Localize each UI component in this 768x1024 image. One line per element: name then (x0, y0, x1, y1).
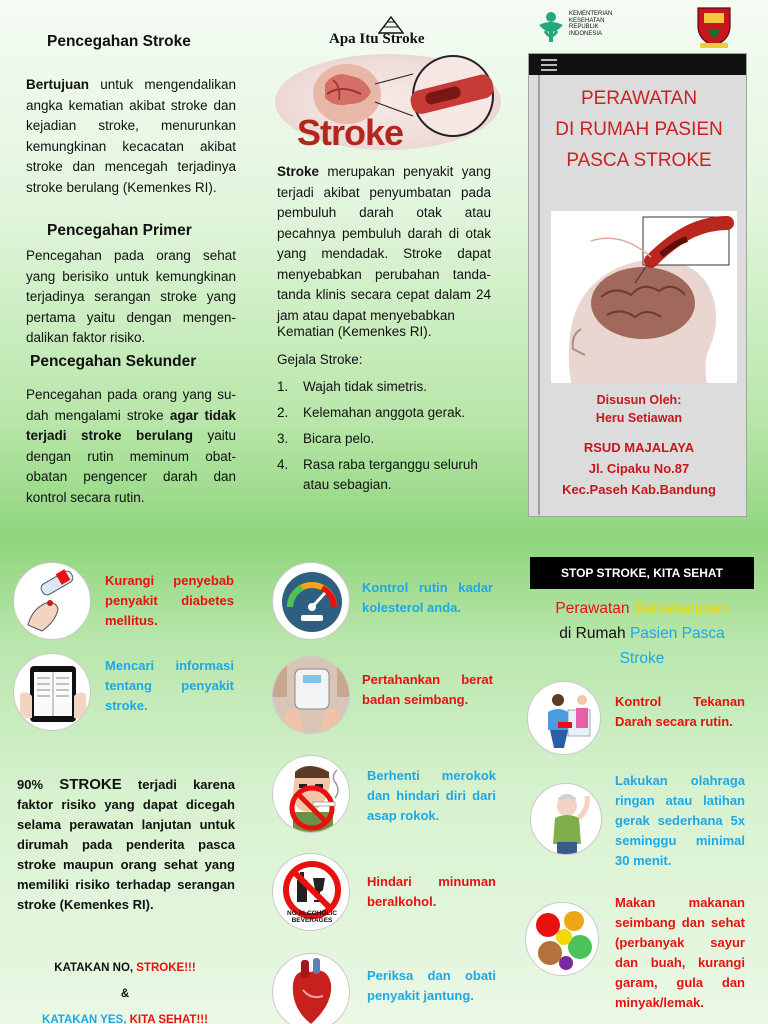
mid-item-text: Pertahankan berat badan seimbang. (362, 672, 493, 707)
brain-illustration (551, 211, 737, 383)
slogan-text: STROKE!!! (136, 962, 196, 974)
author-name: Heru Setiawan (595, 411, 683, 425)
prevention-lead: Bertujuan (26, 77, 90, 92)
secondary-text-b: yaitu dengan rutin meminum obat-obatan pengencer darah dan kontrol secara rutin. (26, 428, 236, 505)
prevention-paragraph (26, 75, 236, 198)
no-alcohol-badge: NO ALCOHOLIC BEVERAGES (287, 910, 337, 924)
scale-icon (272, 656, 350, 734)
ministry-line: INDONESIA (569, 30, 603, 37)
symptom-number: 4. (277, 457, 289, 472)
primary-paragraph: Pencegahan pada orang sehat yang berisiko untuk kemungkinan terjadinya serangan stroke yang pertama yaitu dengan mengen-dalikan faktor risiko. (26, 248, 236, 345)
right-item-text: Lakukan olahraga ringan atau latihan gerak sederhana 5x seminggu minimal 30 menit. (615, 773, 745, 868)
menu-icon (541, 58, 557, 77)
hospital-name: RSUD MAJALAYA (583, 440, 695, 455)
food-icon (525, 902, 599, 976)
ministry-logo-icon (535, 5, 567, 50)
blood-pressure-icon (527, 681, 601, 755)
stat-part: terjadi karena faktor risiko yang dapat dicegah selama perawatan lanjutan untuk dirumah pada penderita pasca stroke maupun orang sehat yang memiliki risiko terhadap serangan stroke (Kemenkes RI). (17, 777, 235, 912)
heading-secondary: Pencegahan Sekunder (30, 353, 197, 370)
slogan-no (20, 955, 230, 981)
no-alcohol-icon (272, 853, 350, 931)
tagline-line (531, 646, 753, 671)
tagline-part: Stroke (619, 650, 665, 667)
exercise-icon (530, 783, 602, 855)
tagline-part: Berkelanjutan (633, 600, 729, 617)
symptom-number: 1. (277, 379, 289, 394)
definition-text: merupakan penyakit yang terjadi akibat penyumbatan pada pembuluh darah otak atau pecahnya pembuluh darah di otak yang mendadak. Stroke dapat menyebabkan perubahan tanda-tanda klinis secara cepat dalam 24 jam atau dapat menyebabkan (277, 164, 491, 323)
insulin-pen-icon (13, 562, 91, 640)
slogan-yes (20, 1007, 230, 1024)
symptom-item (277, 403, 491, 423)
mid-item-text: Periksa dan obati penyakit jantung. (367, 968, 496, 1003)
symptom-text: Kelemahan anggota gerak. (303, 405, 466, 420)
stat-part: 90% (17, 777, 60, 792)
hospital-address-1: Jl. Cipaku No.87 (588, 461, 690, 476)
cover-top-bar (529, 54, 746, 75)
cover-title-line: DI RUMAH PASIEN (555, 119, 723, 140)
ministry-text (569, 11, 612, 37)
cover-panel (528, 53, 747, 517)
stroke-hero-word: Stroke (297, 112, 404, 153)
right-item-text: Makan makanan seimbang dan sehat (perbanyak sayur dan buah, kurangi garam, gula dan minyak/lemak. (615, 895, 745, 1010)
definition-paragraph (277, 162, 491, 326)
symptoms-heading: Gejala Stroke: (277, 352, 363, 367)
ministry-line: KEMENTERIAN (569, 11, 613, 17)
mid-item-text: Kontrol rutin kadar kolesterol anda. (362, 580, 493, 615)
slogan-block (20, 955, 230, 1024)
ministry-line: KESEHATAN (569, 17, 605, 24)
heading-primary: Pencegahan Primer (47, 222, 192, 239)
mid-item-text: Hindari minuman beralkohol. (367, 874, 496, 909)
no-smoking-icon (272, 755, 350, 833)
tagline-line (531, 596, 753, 621)
tagline-line (531, 621, 753, 646)
slogan-text: KATAKAN YES, (42, 1014, 130, 1024)
symptom-item (277, 377, 491, 397)
heading-what-is-stroke: Apa Itu Stroke (329, 31, 425, 47)
left-item-text: Kurangi penyebab penyakit diabetes mellitus. (105, 573, 234, 628)
tagline-part: Perawatan (555, 600, 634, 617)
cover-title (537, 83, 741, 176)
slogan-amp: & (120, 988, 130, 1000)
symptom-text: Bicara pelo. (303, 431, 375, 446)
tagline (531, 596, 753, 671)
symptoms-list (277, 377, 491, 501)
slogan-text: KATAKAN NO, (54, 962, 137, 974)
left-item-text: Mencari informasi tentang penyakit stroke. (105, 658, 234, 713)
hospital-address-2: Kec.Paseh Kab.Bandung (562, 482, 716, 497)
symptom-item (277, 455, 491, 495)
compiled-label: Disusun Oleh: (596, 393, 682, 407)
statistic-paragraph (17, 775, 235, 915)
right-item-text: Kontrol Tekanan Darah secara rutin. (615, 694, 745, 729)
stop-stroke-banner: STOP STROKE, KITA SEHAT (530, 557, 754, 589)
secondary-bold: agar tidak terjadi stroke berulang (26, 407, 236, 443)
stroke-hero-image (275, 54, 501, 153)
heading-prevention: Pencegahan Stroke (47, 33, 191, 50)
definition-lead: Stroke (277, 164, 320, 179)
tagline-part: Pasien Pasca (629, 625, 725, 642)
symptom-number: 2. (277, 405, 289, 420)
stat-stroke-word: STROKE (59, 776, 122, 793)
prevention-text: untuk mengendalikan angka kematian akibat stroke dan kejadian stroke, menurunkan kemungkinan kecacatan akibat stroke dan mencegah terjadinya stroke berulang (Kemenkes RI). (26, 77, 236, 195)
definition-tail: Kematian (Kemenkes RI). (277, 324, 432, 339)
regency-crest-icon (694, 5, 734, 54)
tagline-part: di Rumah (559, 625, 630, 642)
symptom-item (277, 429, 491, 449)
cover-title-line: PERAWATAN (580, 88, 698, 109)
tablet-book-icon (13, 653, 91, 731)
ministry-line: REPUBLIK (569, 24, 599, 30)
hospital-block (537, 437, 741, 500)
secondary-paragraph (26, 385, 236, 508)
heart-icon (272, 953, 350, 1024)
secondary-text-a: Pencegahan pada orang yang su-dah mengalami stroke (26, 387, 236, 423)
cover-title-line: PASCA STROKE (566, 150, 712, 171)
mid-item-text: Berhenti merokok dan hindari diri dari asap rokok. (367, 768, 496, 823)
symptom-text: Rasa raba terganggu seluruh atau sebagian. (303, 457, 478, 492)
symptom-text: Wajah tidak simetris. (303, 379, 428, 394)
slogan-text: KITA SEHAT!!! (129, 1014, 208, 1024)
symptom-number: 3. (277, 431, 289, 446)
author-block (537, 391, 741, 427)
gauge-icon (272, 562, 350, 640)
